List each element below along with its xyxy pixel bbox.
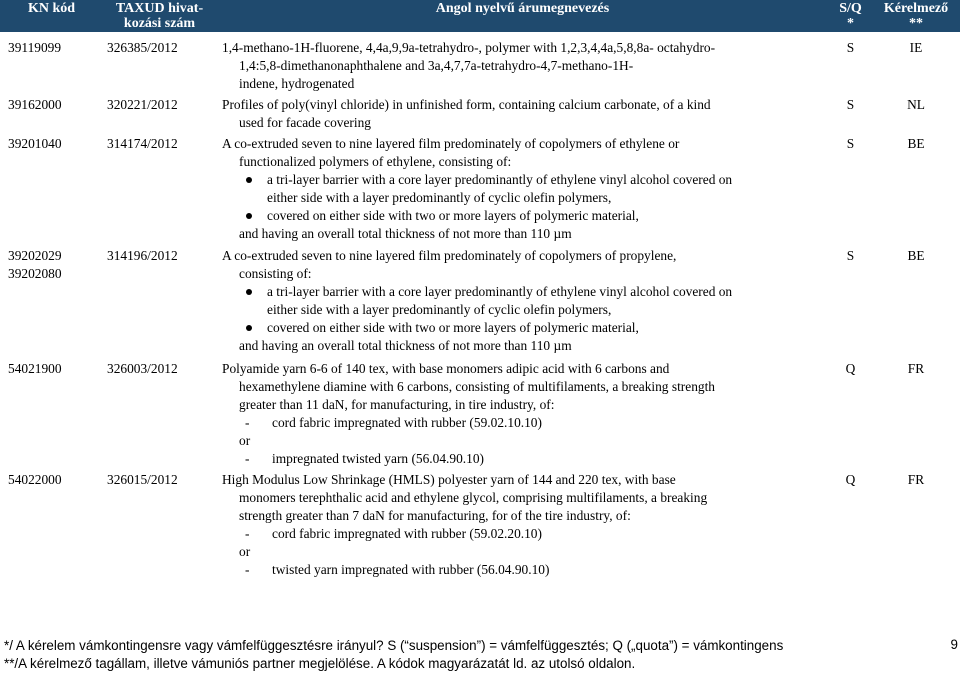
description: Profiles of poly(vinyl chloride) in unfinished form, containing calcium carbonate, of a kind used for facade covering [222, 97, 711, 130]
requester-code: BE [907, 248, 925, 263]
table-row [0, 32, 960, 93]
table-row [0, 355, 960, 468]
list-item: - cord fabric impregnated with rubber (59.02.10.10) [245, 415, 542, 430]
requester-code: IE [909, 40, 923, 55]
kn-code: 54021900 [8, 361, 62, 376]
kn-code: 39202029 39202080 [8, 248, 62, 281]
description: Polyamide yarn 6-6 of 140 tex, with base monomers adipic acid with 6 carbons and hexamethylene diamine with 6 carbons, consisting of multifilaments, a breaking strength greater than 11 daN, for manufacturing, in tire industry, of: - cord fabric impregnated with rubber (59.02.10.10) or - impregnated twisted yarn (56.04.90.10) [216, 355, 829, 468]
header-sq: S/Q * [829, 0, 872, 32]
bullet-icon [246, 213, 252, 219]
table-header [0, 0, 960, 32]
list-item: a tri-layer barrier with a core layer predominantly of ethylene vinyl alcohol covered on either side with a layer predominantly of cyclic olefin polymers, [222, 171, 825, 207]
taxud-number: 326015/2012 [107, 472, 178, 487]
list-item: a tri-layer barrier with a core layer predominantly of ethylene vinyl alcohol covered on either side with a layer predominantly of cyclic olefin polymers, [222, 283, 825, 319]
bullet-icon [246, 325, 252, 331]
list-item: - cord fabric impregnated with rubber (59.02.20.10) [245, 526, 542, 541]
header-description: Angol nyelvű árumegnevezés [216, 0, 829, 32]
sq-flag: S [846, 40, 855, 55]
bullet-icon [246, 177, 252, 183]
kn-code: 54022000 [8, 472, 62, 487]
table-row [0, 468, 960, 579]
taxud-number: 326385/2012 [107, 40, 178, 55]
taxud-number: 326003/2012 [107, 361, 178, 376]
bullet-list [222, 171, 825, 225]
kn-code: 39162000 [8, 97, 62, 112]
list-item: covered on either side with two or more layers of polymeric material, [222, 207, 825, 225]
sq-flag: Q [845, 472, 856, 487]
taxud-number: 314196/2012 [107, 248, 178, 263]
table-row [0, 243, 960, 355]
list-item: covered on either side with two or more layers of polymeric material, [222, 319, 825, 337]
sq-flag: S [846, 97, 855, 112]
description: A co-extruded seven to nine layered film predominately of copolymers of propylene, consisting of: a tri-layer barrier with a core layer predominantly of ethylene vinyl alcohol covered on either side with a layer predominantly of cyclic olefin polymers, covered on either side with two or more layers of polymeric material, and having an overall total thickness of not more than 110 µm [216, 243, 829, 355]
header-taxud: TAXUD hivat- kozási szám [103, 0, 216, 32]
sq-flag: Q [845, 361, 856, 376]
kn-code: 39119099 [8, 40, 62, 55]
taxud-number: 314174/2012 [107, 136, 178, 151]
list-item: - impregnated twisted yarn (56.04.90.10) [245, 451, 484, 466]
kn-code: 39201040 [8, 136, 62, 151]
page-number: 9 [950, 637, 958, 652]
sq-flag: S [846, 136, 855, 151]
description: 1,4-methano-1H-fluorene, 4,4a,9,9a-tetrahydro-, polymer with 1,2,3,4,4a,5,8,8a- octahydro- 1,4:5,8-dimethanonaphthalene and 3a,4,7,7a-tetrahydro-4,7-methano-1H- indene, hydrogenated [222, 40, 716, 91]
table-row [0, 93, 960, 132]
table-row [0, 132, 960, 243]
description: A co-extruded seven to nine layered film predominately of copolymers of ethylene or functionalized polymers of ethylene, consisting of: a tri-layer barrier with a core layer predominantly of ethylene vinyl alcohol covered on either side with a layer predominantly of cyclic olefin polymers, covered on either side with two or more layers of polymeric material, and having an overall total thickness of not more than 110 µm [216, 132, 829, 243]
requester-code: BE [907, 136, 925, 151]
footnote-sq: */ A kérelem vámkontingensre vagy vámfelfüggesztésre irányul? S (“suspension”) = vámfelfüggesztés; Q („quota”) = vámkontingens [4, 638, 784, 653]
list-item: - twisted yarn impregnated with rubber (56.04.90.10) [245, 562, 550, 577]
bullet-list [222, 283, 825, 337]
description: High Modulus Low Shrinkage (HMLS) polyester yarn of 144 and 220 tex, with base monomers terephthalic acid and ethylene glycol, comprising multifilaments, a breaking strength greater than 7 daN for manufacturing, for of the tire industry, of: - cord fabric impregnated with rubber (59.02.20.10) or - twisted yarn impregnated with rubber (56.04.90.10) [216, 468, 829, 579]
footnotes [4, 637, 954, 673]
header-kn-code: KN kód [0, 0, 103, 32]
bullet-icon [246, 289, 252, 295]
taxud-number: 320221/2012 [107, 97, 178, 112]
requester-code: FR [907, 472, 925, 487]
sq-flag: S [846, 248, 855, 263]
requester-code: NL [907, 97, 925, 112]
footnote-requester: **/A kérelmező tagállam, illetve vámuniós partner megjelölése. A kódok magyarázatát ld. az utolsó oldalon. [4, 656, 636, 671]
header-requester: Kérelmező ** [872, 0, 960, 32]
requester-code: FR [907, 361, 925, 376]
